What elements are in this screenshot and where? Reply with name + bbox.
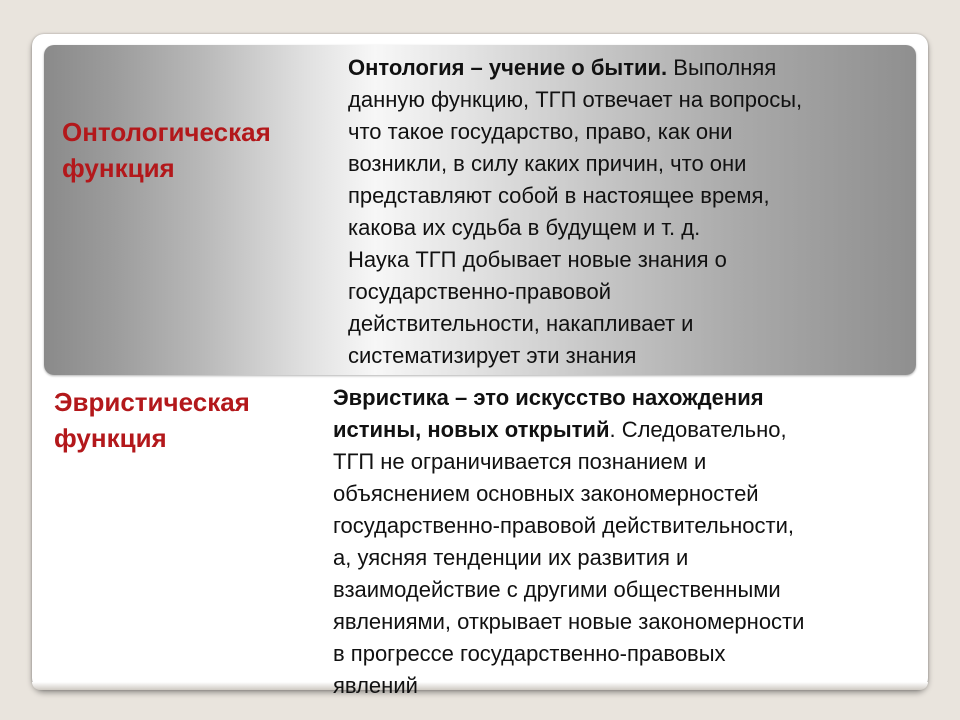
- title-line: функция: [54, 423, 167, 453]
- description-text: Выполняя: [667, 55, 777, 80]
- title-line: функция: [62, 153, 175, 183]
- description-line: данную функцию, ТГП отвечает на вопросы,: [348, 87, 803, 112]
- description-line: что такое государство, право, как они: [348, 119, 733, 144]
- heuristic-definition-end: истины, новых открытий: [333, 417, 610, 442]
- title-line: Эвристическая: [54, 387, 250, 417]
- description-line: объяснением основных закономерностей: [333, 481, 759, 506]
- description-line: Наука ТГП добывает новые знания о: [348, 247, 727, 272]
- heuristic-function-title: [54, 384, 250, 456]
- description-line: [333, 414, 804, 446]
- description-line: явлениями, открывает новые закономерности: [333, 609, 805, 634]
- description-line: [348, 52, 802, 84]
- description-line: государственно-правовой: [348, 279, 611, 304]
- ontological-function-title: [62, 114, 271, 186]
- description-line: в прогрессе государственно-правовых: [333, 641, 726, 666]
- ontological-function-description: [348, 52, 802, 372]
- ontology-definition: Онтология – учение о бытии.: [348, 55, 668, 80]
- heuristic-definition-line: Эвристика – это искусство нахождения: [333, 385, 764, 410]
- description-text: . Следовательно,: [609, 417, 787, 442]
- description-line: представляют собой в настоящее время,: [348, 183, 770, 208]
- description-line: систематизирует эти знания: [348, 343, 637, 368]
- description-line: ТГП не ограничивается познанием и: [333, 449, 707, 474]
- description-line: какова их судьба в будущем и т. д.: [348, 215, 701, 240]
- title-line: Онтологическая: [62, 117, 271, 147]
- description-line: явлений: [333, 673, 418, 698]
- heuristic-function-description: [333, 382, 804, 702]
- description-line: взаимодействие с другими общественными: [333, 577, 781, 602]
- description-line: возникли, в силу каких причин, что они: [348, 151, 747, 176]
- description-line: а, уясняя тенденции их развития и: [333, 545, 689, 570]
- description-line: действительности, накапливает и: [348, 311, 694, 336]
- description-line: государственно-правовой действительности,: [333, 513, 795, 538]
